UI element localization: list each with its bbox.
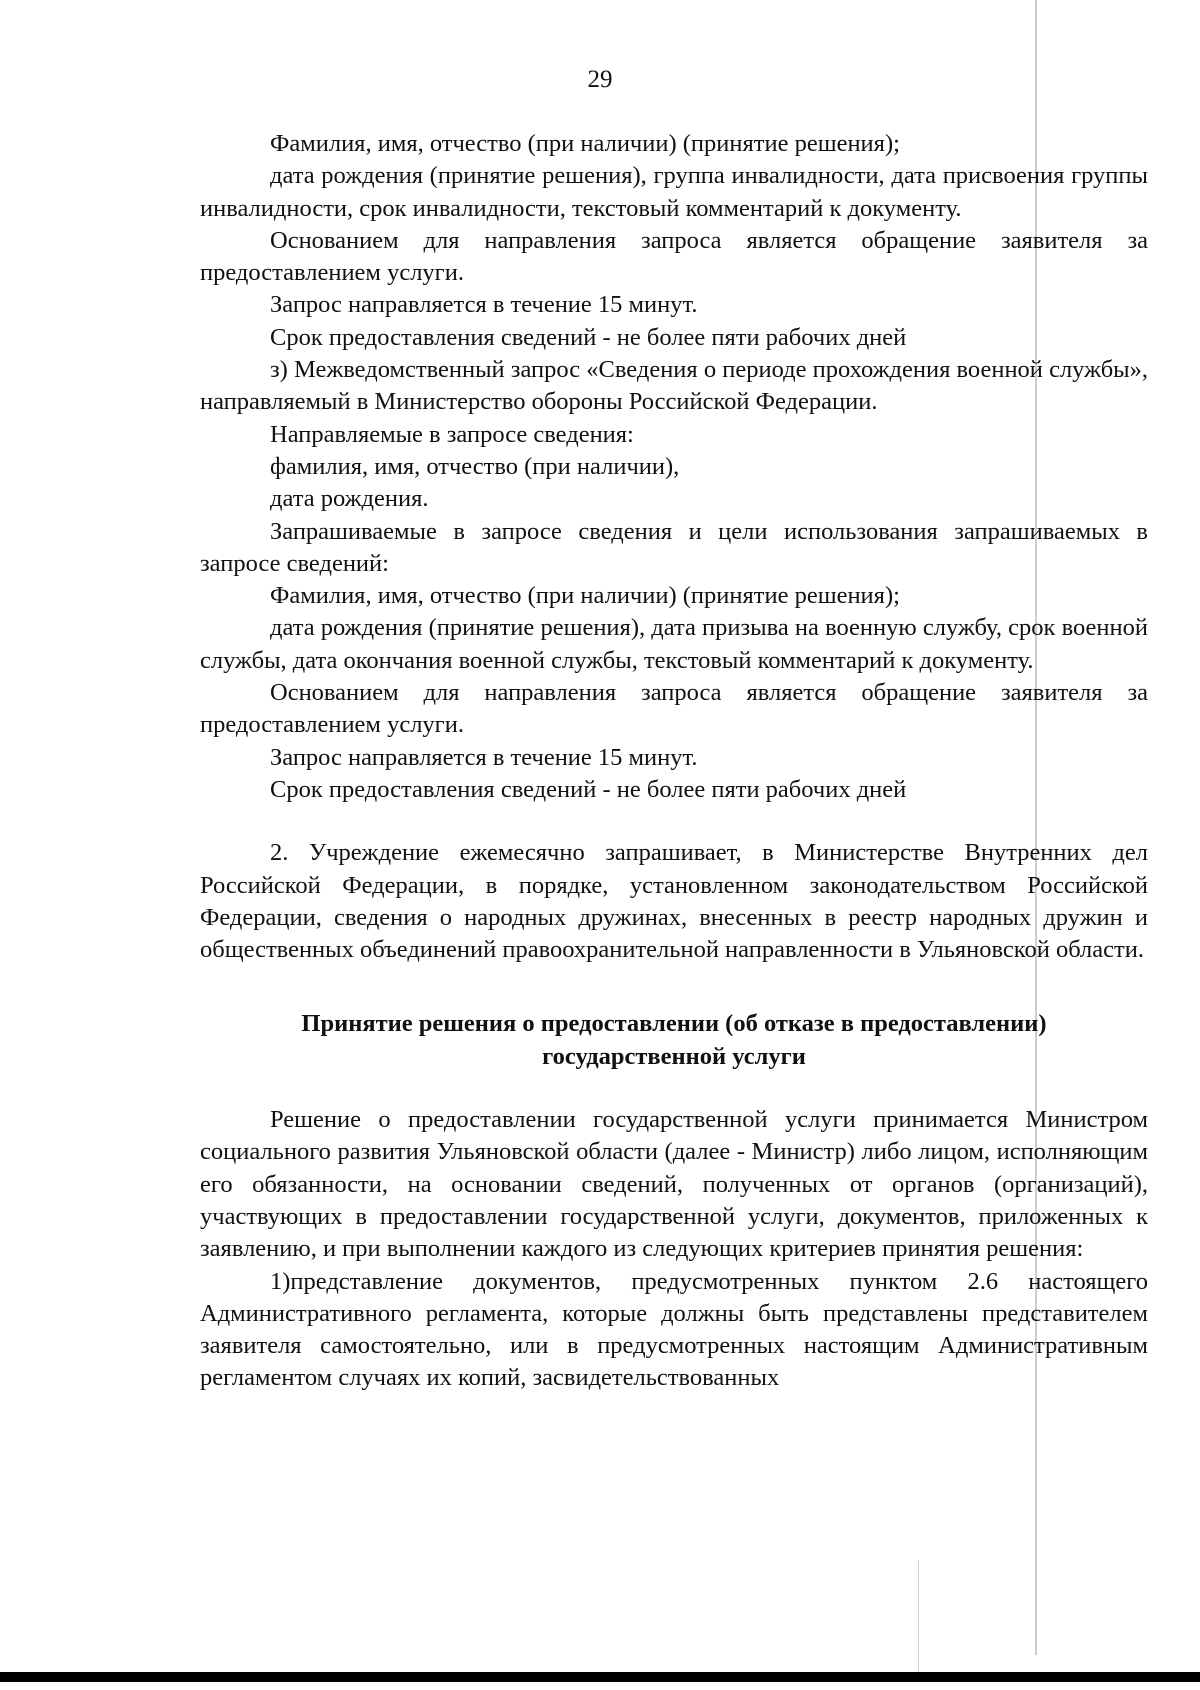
- page-number: 29: [587, 66, 613, 93]
- paragraph-2: 2. Учреждение ежемесячно запрашивает, в Министерстве Внутренних дел Российской Федерации, в порядке, установленном законодательством Российской Федерации, сведения о народных дружинах, внесенных в реестр народных дружин и общественных объединений правоохранительной направленности в Ульяновской области.: [200, 839, 1148, 964]
- paragraph: Срок предоставления сведений - не более пяти рабочих дней: [270, 323, 907, 351]
- paragraph: Срок предоставления сведений - не более пяти рабочих дней: [270, 775, 907, 803]
- criteria-paragraph: 1)представление документов, предусмотренных пунктом 2.6 настоящего Административного регламента, которые должны быть представлены представителем заявителя самостоятельно, или в предусмотренных настоящим Административным регламентом случаях их копий, засвидетельствованных: [200, 1267, 1148, 1392]
- scan-artifact-line-secondary: [918, 1560, 919, 1675]
- spacer: [200, 966, 1148, 1008]
- paragraph: Основанием для направления запроса является обращение заявителя за предоставлением услуги.: [200, 679, 1148, 739]
- paragraph: Запрос направляется в течение 15 минут.: [270, 291, 698, 319]
- paragraph: Фамилия, имя, отчество (при наличии) (принятие решения);: [270, 582, 900, 610]
- paragraph: Запрашиваемые в запросе сведения и цели использования запрашиваемых в запросе сведений:: [200, 517, 1148, 577]
- spacer: [200, 1073, 1148, 1104]
- decision-paragraph: Решение о предоставлении государственной услуги принимается Министром социального развития Ульяновской области (далее - Министр) либо лицом, исполняющим его обязанности, на основании сведений, полученных от органов (организаций), участвующих в предоставлении государственной услуги, документов, приложенных к заявлению, и при выполнении каждого из следующих критериев принятия решения:: [200, 1106, 1148, 1263]
- paragraph: Фамилия, имя, отчество (при наличии) (принятие решения);: [270, 130, 900, 157]
- paragraph: Запрос направляется в течение 15 минут.: [270, 743, 698, 771]
- paragraph: дата рождения (принятие решения), дата призыва на военную службу, срок военной службы, дата окончания военной службы, текстовый комментарий к документу.: [200, 614, 1148, 674]
- paragraph: Основанием для направления запроса является обращение заявителя за предоставлением услуги.: [200, 226, 1148, 287]
- document-body: [200, 128, 1148, 1395]
- paragraph: фамилия, имя, отчество (при наличии),: [270, 452, 680, 480]
- paragraph: дата рождения (принятие решения), группа инвалидности, дата присвоения группы инвалидности, срок инвалидности, текстовый комментарий к документу.: [200, 162, 1148, 222]
- section-requests: [200, 128, 1148, 806]
- section-heading: Принятие решения о предоставлении (об отказе в предоставлении) государственной услуги: [301, 1010, 1047, 1070]
- paragraph: дата рождения.: [270, 485, 429, 513]
- paragraph: Направляемые в запросе сведения:: [270, 420, 634, 448]
- scan-bottom-border: [0, 1672, 1200, 1682]
- paragraph: з) Межведомственный запрос «Сведения о периоде прохождения военной службы», направляемый в Министерство обороны Российской Федерации.: [200, 356, 1148, 416]
- spacer: [200, 806, 1148, 837]
